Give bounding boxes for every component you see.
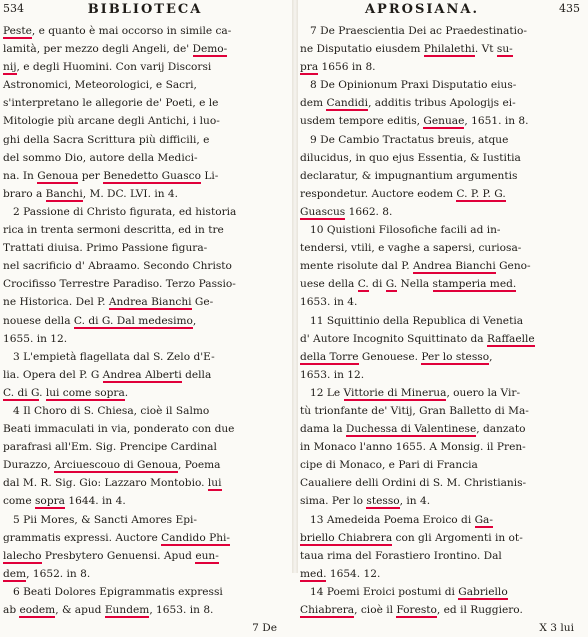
text-span: della [181,368,212,381]
left-catchword [3,619,287,637]
underlined-text: su- [496,43,513,56]
text-span: come [3,495,35,508]
right-text-line [300,203,584,221]
left-text-line [3,275,287,293]
text-span: Mitologie più arcane degli Antichi, i luo- [3,115,220,128]
right-text-line [300,76,584,94]
text-span: , e degli Huomini. Con varij Discorsi [16,61,212,74]
text-span: 2 Passione di Christo figurata, ed historia [13,205,237,218]
left-text-line [3,221,287,239]
text-span: 9 De Cambio Tractatus breuis, atque [310,133,509,146]
text-span: taua rima del Forastiero Irontino. Dal [300,549,502,562]
text-span: 1655. in 12. [3,332,68,345]
text-span: 1662. 8. [345,205,393,218]
left-text-line [3,474,287,492]
text-span: 1653. in 12. [300,368,365,381]
text-span: Ge- [191,296,214,309]
underlined-text: dem [3,567,27,580]
underlined-text: Chiabrera [300,604,355,616]
text-span: . [124,386,129,399]
right-text-line [300,131,584,149]
right-text-line [300,474,584,492]
text-span: dama la [300,423,346,436]
right-text-line [300,420,584,438]
text-span: , M. DC. LVI. in 4. [82,187,179,200]
right-text-line [300,366,584,384]
left-text-line [3,149,287,167]
underlined-text: Candidi [326,97,369,110]
text-span: cipe di Monaco, e Pari di Francia [300,459,478,472]
text-span: per [78,169,104,182]
text-span: , 1652. in 8. [26,567,91,580]
right-text-line [300,40,584,58]
left-page-body [3,22,287,637]
right-text-line [300,185,584,203]
right-text-line [300,221,584,239]
text-span: rica in trenta sermoni descritta, ed in tre [3,224,224,237]
right-running-head: APROSIANA. [364,2,480,17]
text-span: Li- [201,169,219,182]
text-span: Nella [397,278,433,291]
text-span: 5 Pii Mores, & Sancti Amores Epi- [13,513,197,526]
underlined-text: med. [300,567,327,580]
text-span: 11 Squittinio della Republica di Venetia [310,314,524,327]
underlined-text: lui come sopra [45,386,125,399]
text-span: s'interpretano le allegorie de' Poeti, e le [3,97,219,110]
text-span: ne Disputatio eiusdem [300,43,424,56]
left-text-line [3,565,287,583]
left-text-line [3,239,287,257]
text-span: mente risolute dal P. [300,260,413,273]
right-page-number: 435 [559,2,580,15]
underlined-text: stesso [366,495,400,508]
text-span: , 1653. in 8. [149,604,214,616]
text-span: declaratur, & impugnantium argumentis [300,169,518,182]
right-text-line [300,492,584,510]
text-span: , e quanto è mai occorso in simile ca- [31,25,232,37]
left-text-line [3,167,287,185]
underlined-text: Duchessa di Valentinese [345,423,477,436]
text-span: , danzato [476,423,526,436]
right-text-line [300,112,584,130]
text-span: , additis tribus Apologijs ei- [368,97,516,110]
left-text-line [3,131,287,149]
text-span: . Vt [474,43,497,56]
text-span: 7 De Praescientia Dei ac Praedestinatio- [310,25,527,37]
underlined-text: C. [357,278,369,291]
text-span: lamità, per mezzo degli Angeli, de' [3,43,193,56]
left-text-line [3,348,287,366]
left-text-line [3,438,287,456]
underlined-text: Andrea Alberti [102,368,182,381]
left-text-line [3,94,287,112]
text-span: tù trionfante de' Vitij, Gran Balletto di Ma- [300,404,529,417]
text-span: 1656 in 8. [318,61,376,74]
underlined-text: Philalethi [423,43,475,56]
underlined-text: Gabriello [458,585,508,598]
underlined-text: nij [3,61,17,74]
text-span: parafrasi all'Em. Sig. Prencipe Cardinal [3,441,217,454]
left-text-line [3,402,287,420]
text-span: 1653. in 4. [300,296,358,309]
left-text-line [3,601,287,619]
left-text-line [3,76,287,94]
text-span: , & apud [55,604,105,616]
left-text-line [3,330,287,348]
left-text-line [3,40,287,58]
right-text-line [300,330,584,348]
left-text-line [3,529,287,547]
underlined-text: Vittorie di Minerua [343,386,447,399]
left-text-line [3,583,287,601]
underlined-text: C. P. P. G. [456,187,506,200]
text-span: con gli Argomenti in ot- [392,531,523,544]
text-span: di [368,278,386,291]
text-span: uese della [300,278,358,291]
left-text-line [3,293,287,311]
text-span: X 3 lui [539,622,574,635]
text-span: in Monaco l'anno 1655. A Monsig. il Pren- [300,441,526,454]
left-text-line [3,185,287,203]
text-span: . [39,386,46,399]
right-text-line [300,167,584,185]
underlined-text: Per lo stesso [421,350,490,363]
text-span: , 1651. in 8. [464,115,529,128]
underlined-text: Raffaelle [486,332,535,345]
right-text-line [300,58,584,76]
underlined-text: Demo- [192,43,228,56]
text-span: , cioè il [354,604,397,616]
text-span: Genouese. [358,350,422,363]
left-text-line [3,366,287,384]
left-text-line [3,112,287,130]
text-span: 8 De Opinionum Praxi Disputatio eius- [310,79,517,92]
right-text-line [300,384,584,402]
underlined-text: G. [385,278,398,291]
text-span: del sommo Dio, autore della Medici- [3,151,198,164]
underlined-text: Eundem [104,604,150,616]
text-span: Beati immaculati in via, ponderato con due [3,423,235,436]
underlined-text: Banchi [45,187,83,200]
right-text-line [300,239,584,257]
text-span: Presbytero Genuensi. Apud [41,549,196,562]
right-page-body [300,22,584,637]
text-span: nel sacrificio d' Abraamo. Secondo Christo [3,260,232,273]
text-span: 4 Il Choro di S. Chiesa, cioè il Salmo [13,404,210,417]
text-span: 7 De [252,622,277,635]
underlined-text: pra [300,61,319,74]
text-span: Caualiere delli Ordini di S. M. Christianis- [300,477,527,490]
text-span: Geno- [495,260,531,273]
underlined-text: Ga- [474,513,493,526]
text-span: ab [3,604,20,616]
underlined-text: Peste [3,25,32,37]
text-span: ghi della Sacra Scrittura più difficili, e [3,133,210,146]
text-span: lia. Opera del P. G [3,368,103,381]
left-text-line [3,547,287,565]
underlined-text: Andrea Bianchi [412,260,496,273]
left-running-head: BIBLIOTECA [87,2,203,17]
text-span: dal M. R. Sig. Gio: Lazzaro Montobio. [3,477,208,490]
underlined-text: C. di G [3,386,40,399]
text-span: 12 Le [310,386,344,399]
text-span: ne Historica. Del P. [3,296,109,309]
right-text-line [300,402,584,420]
text-span: d' Autore Incognito Squittinato da [300,332,487,345]
underlined-text: C. di G. Dal medesimo [73,314,193,327]
text-span: Durazzo, [3,459,54,472]
text-span: braro a [3,187,46,200]
text-span: Astronomici, Meteorologici, e Sacri, [3,79,197,92]
text-span: , ouero la Vir- [446,386,521,399]
text-span: sima. Per lo [300,495,367,508]
right-text-line [300,529,584,547]
left-text-line [3,312,287,330]
text-span: dem [300,97,327,110]
text-span: Crocifisso Terrestre Paradiso. Terzo Passio- [3,278,236,291]
right-text-line [300,438,584,456]
text-span: 13 Amedeida Poema Eroico di [310,513,475,526]
text-span: grammatis expressi. Auctore [3,531,162,544]
left-page [3,2,287,635]
underlined-text: eun- [195,549,219,562]
underlined-text: della Torre [300,350,359,363]
left-page-header [3,2,287,22]
text-span: , Poema [178,459,221,472]
underlined-text: Benedetto Guasco [103,169,201,182]
underlined-text: lui [207,477,222,490]
text-span: usdem tempore editis, [300,115,424,128]
right-text-line [300,348,584,366]
text-span: , [489,350,493,363]
right-text-line [300,293,584,311]
text-span: 14 Poemi Eroici postumi di [310,585,459,598]
right-page-header [300,2,584,22]
left-text-line [3,384,287,402]
right-text-line [300,511,584,529]
text-span: respondetur. Auctore eodem [300,187,457,200]
left-text-line [3,203,287,221]
text-span: , [192,314,197,327]
underlined-text: Candido Phi- [161,531,230,544]
right-text-line [300,312,584,330]
text-span: 6 Beati Dolores Epigrammatis expressi [13,585,223,598]
text-span: , ed il Ruggiero. [436,604,523,616]
left-text-line [3,456,287,474]
underlined-text: Genoua [37,169,79,182]
right-text-line [300,22,584,40]
right-text-line [300,149,584,167]
right-text-line [300,456,584,474]
right-text-line [300,257,584,275]
right-catchword [300,619,584,637]
book-gutter [292,0,298,573]
underlined-text: Foresto [396,604,437,616]
text-span: 1644. in 4. [64,495,126,508]
left-page-number: 534 [3,2,24,15]
right-text-line [300,565,584,583]
left-text-line [3,58,287,76]
text-span: 1654. 12. [326,567,381,580]
left-text-line [3,22,287,40]
text-span: dilucidus, in quo ejus Essentia, & Iustitia [300,151,521,164]
right-text-line [300,583,584,601]
text-span: na. In [3,169,38,182]
right-text-line [300,94,584,112]
underlined-text: Guascus [300,205,346,218]
left-text-line [3,492,287,510]
underlined-text: briello Chiabrera [300,531,393,544]
underlined-text: Genuae [423,115,465,128]
text-span: 3 L'empietà flagellata dal S. Zelo d'E- [13,350,215,363]
underlined-text: sopra [35,495,65,508]
text-span: , in 4. [399,495,431,508]
left-text-line [3,420,287,438]
underlined-text: Andrea Bianchi [108,296,192,309]
right-page [300,2,584,635]
left-text-line [3,257,287,275]
underlined-text: Arciuescouo di Genoua [53,459,179,472]
text-span: tendersi, vtili, e vaghe a sapersi, curiosa- [300,242,522,255]
right-text-line [300,547,584,565]
underlined-text: eodem [19,604,56,616]
right-text-line [300,601,584,619]
left-text-line [3,511,287,529]
underlined-text: stamperia med. [432,278,517,291]
underlined-text: lalecho [3,549,42,562]
text-span: 10 Quistioni Filosofiche facili ad in- [310,224,501,237]
right-text-line [300,275,584,293]
text-span: nouese della [3,314,74,327]
text-span: Trattati diuisa. Primo Passione figura- [3,242,208,255]
